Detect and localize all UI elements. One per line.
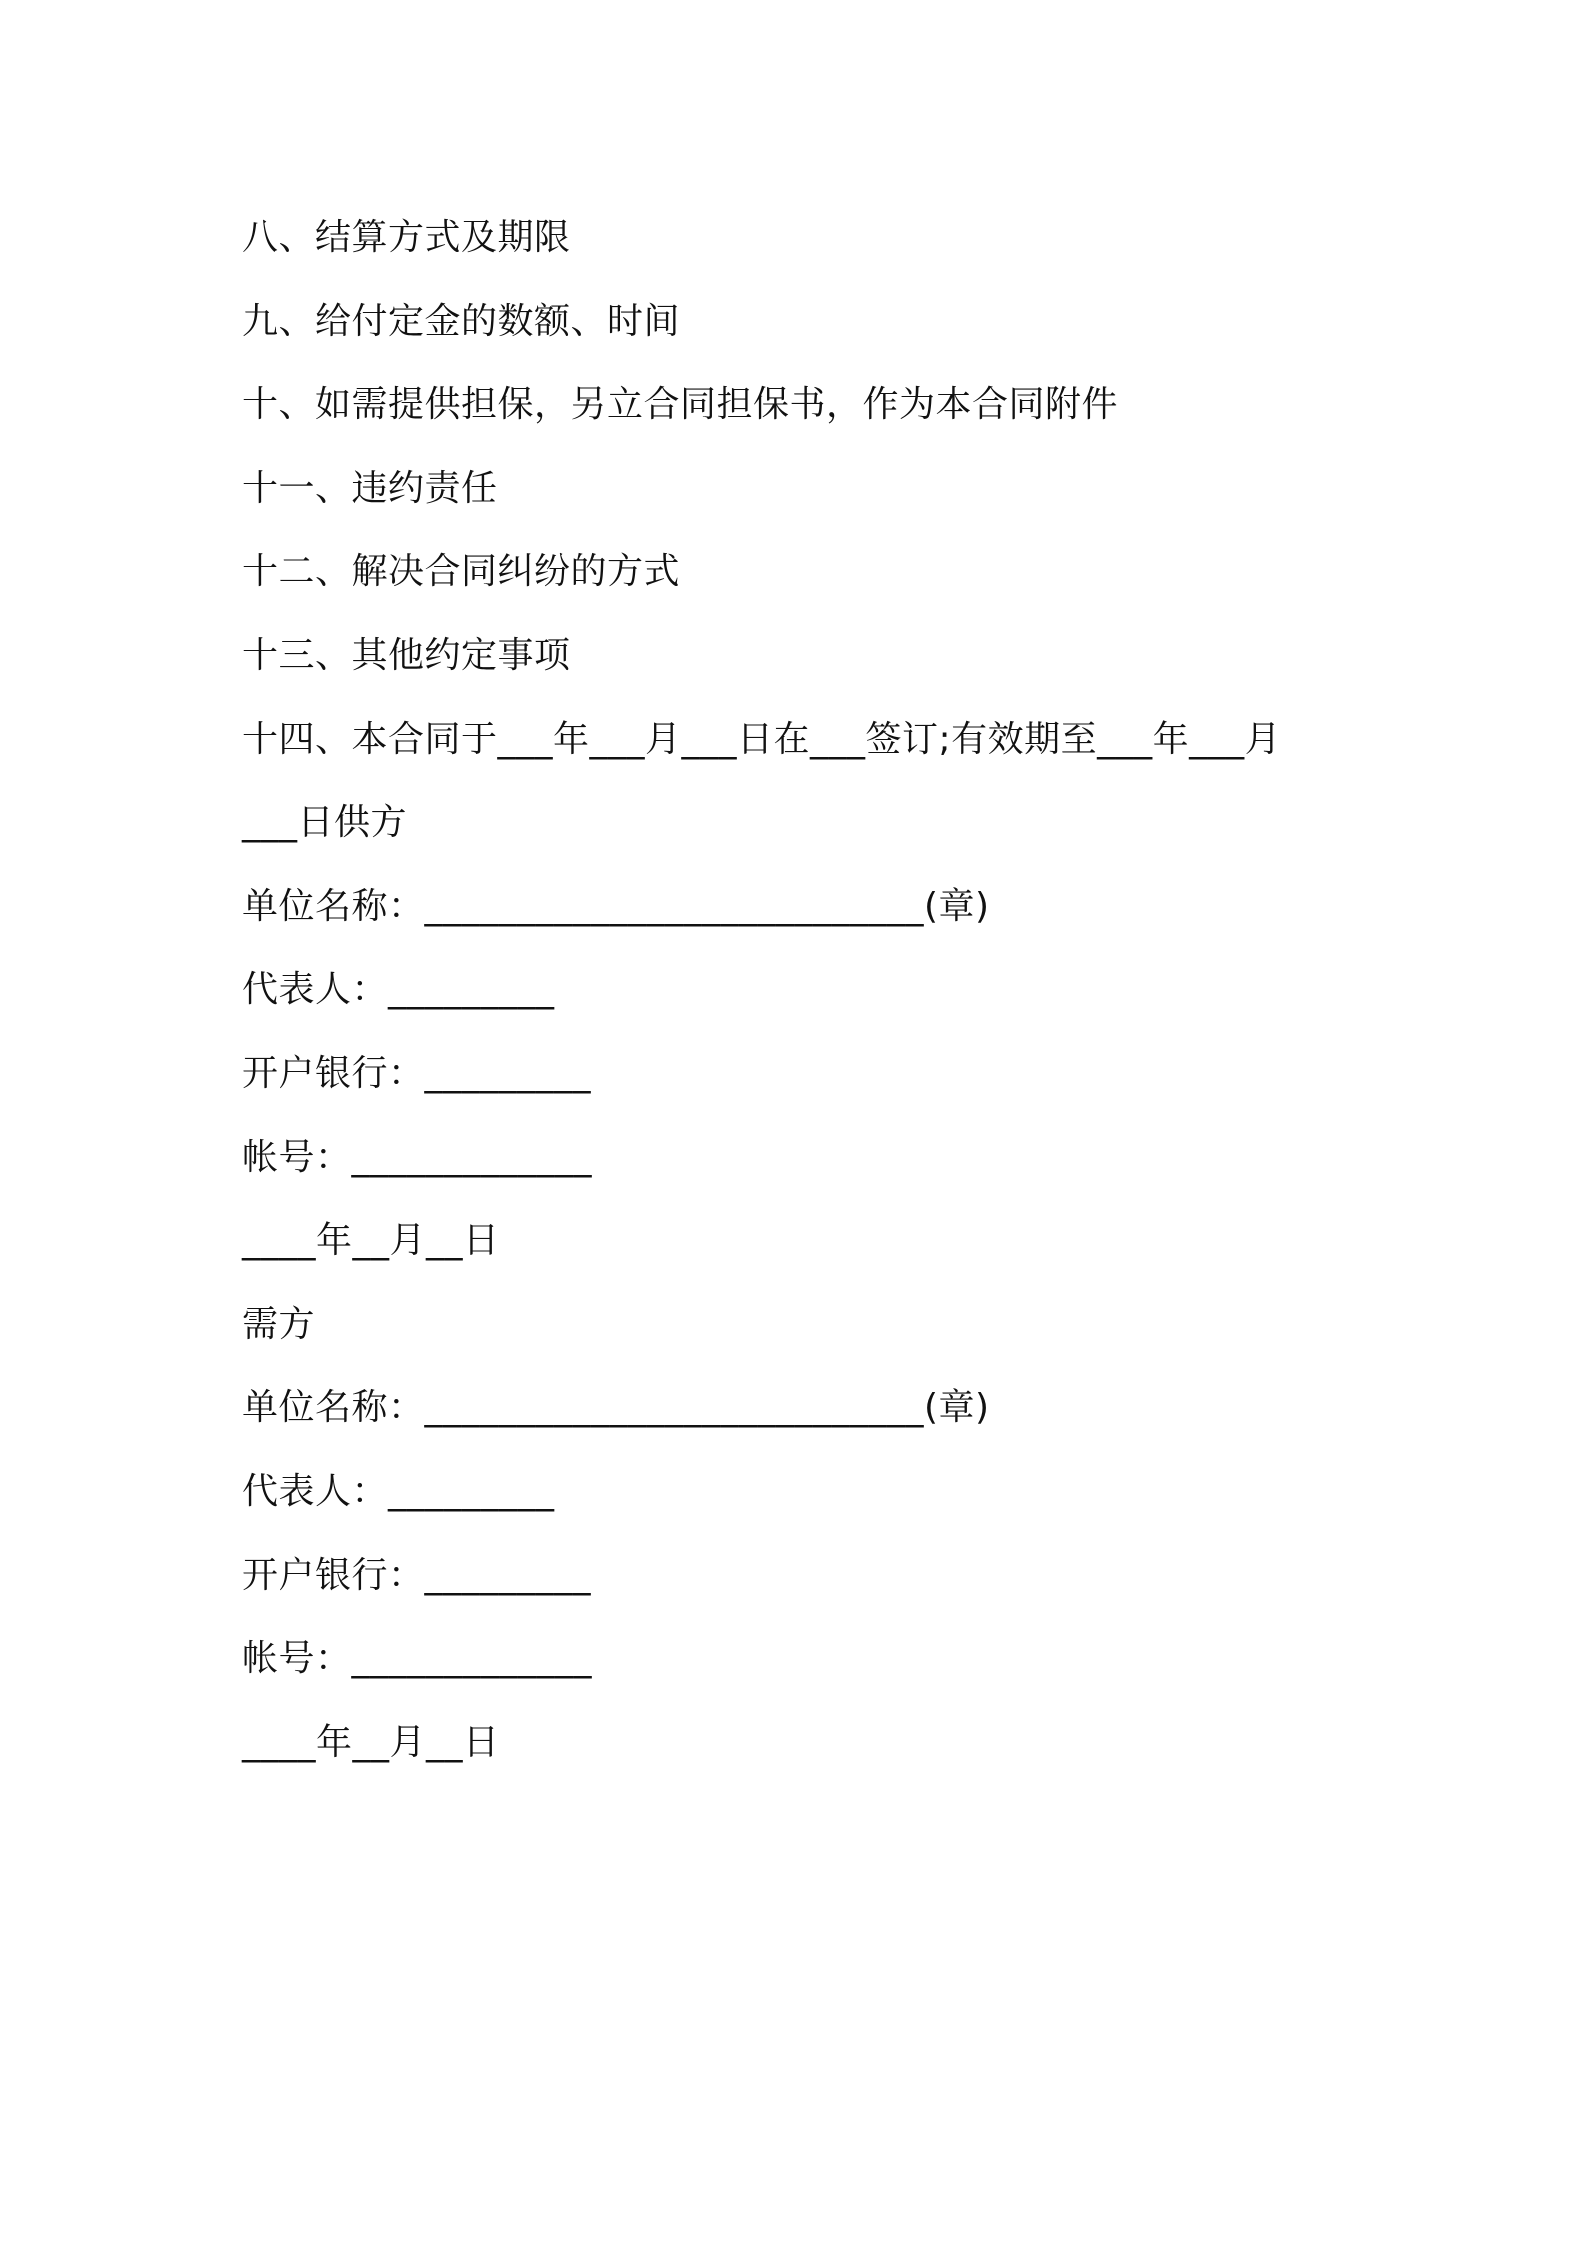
supplier-representative-field: 代表人：_________ [242, 969, 555, 1011]
clause-dispute-resolution: 十二、解决合同纠纷的方式 [242, 551, 681, 593]
buyer-date-field: ____年__月__日 [242, 1721, 500, 1763]
supplier-heading: ___日供方 [242, 802, 408, 844]
buyer-unit-name-field: 单位名称：___________________________(章) [242, 1387, 990, 1429]
clause-signing-date: 十四、本合同于___年___月___日在___签订;有效期至___年___月 [242, 718, 1282, 760]
document-body [242, 196, 1392, 1784]
clause-settlement-method: 八、结算方式及期限 [242, 217, 571, 258]
clause-other-matters: 十三、其他约定事项 [242, 634, 571, 676]
clause-breach-liability: 十一、违约责任 [242, 467, 498, 509]
supplier-unit-name-field: 单位名称：___________________________(章) [242, 885, 990, 927]
supplier-bank-field: 开户银行：_________ [242, 1052, 592, 1094]
supplier-date-field: ____年__月__日 [242, 1220, 500, 1262]
clause-guarantee: 十、如需提供担保，另立合同担保书，作为本合同附件 [242, 384, 1119, 426]
buyer-heading: 需方 [242, 1303, 316, 1345]
buyer-representative-field: 代表人：_________ [242, 1470, 555, 1512]
supplier-account-field: 帐号：_____________ [242, 1136, 593, 1178]
clause-deposit: 九、给付定金的数额、时间 [242, 300, 681, 342]
buyer-account-field: 帐号：_____________ [242, 1638, 593, 1680]
buyer-bank-field: 开户银行：_________ [242, 1554, 592, 1596]
